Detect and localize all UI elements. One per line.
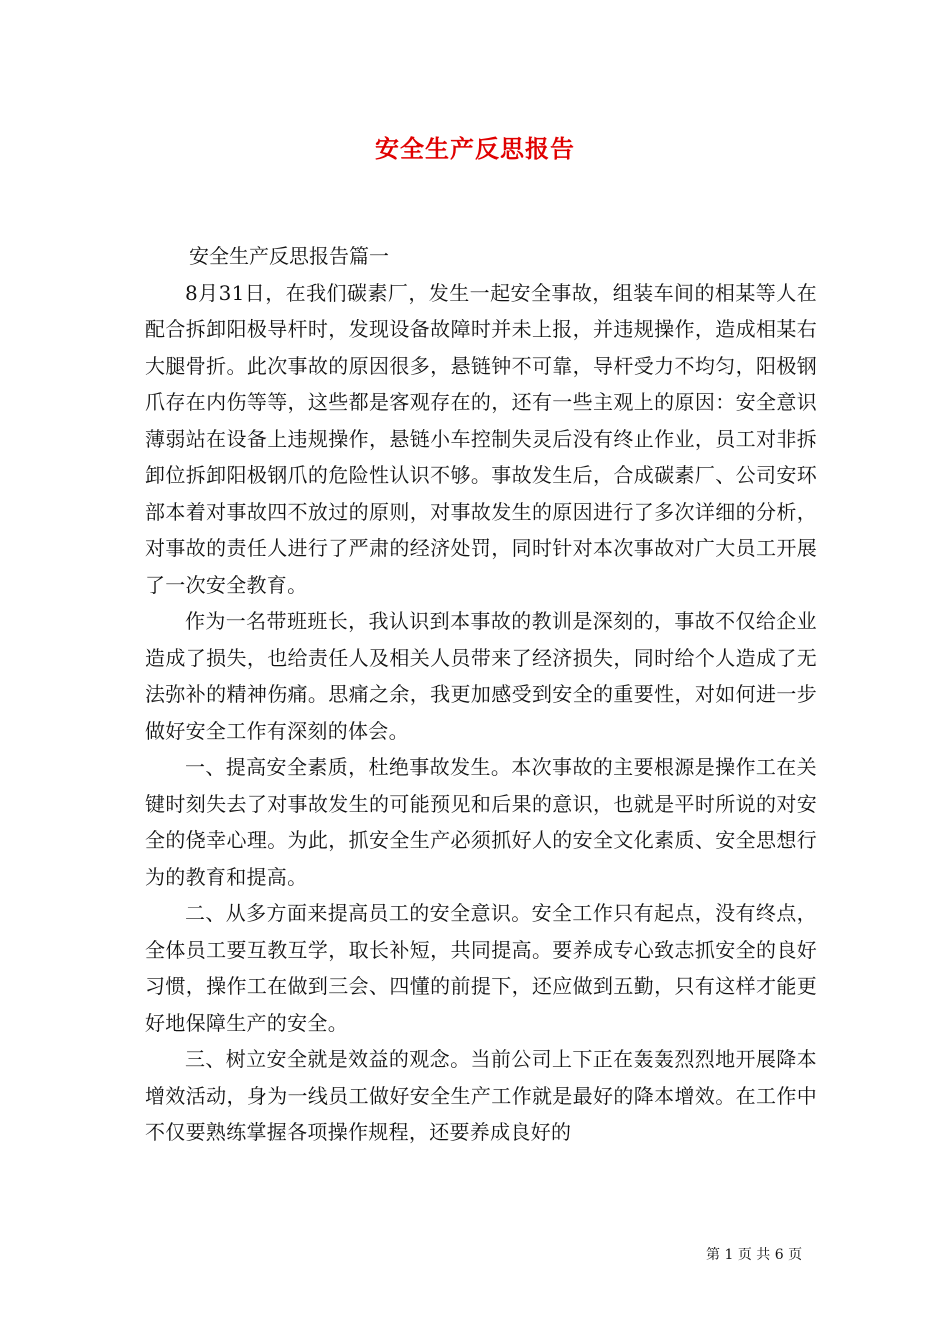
document-body bbox=[145, 238, 817, 1151]
paragraph-5: 三、树立安全就是效益的观念。当前公司上下正在轰轰烈烈地开展降本增效活动，身为一线员工做好安全生产工作就是最好的降本增效。在工作中不仅要熟练掌握各项操作规程，还要养成良好的 bbox=[145, 1047, 817, 1144]
paragraph-4: 二、从多方面来提高员工的安全意识。安全工作只有起点，没有终点，全体员工要互教互学，取长补短，共同提高。要养成专心致志抓安全的良好习惯，操作工在做到三会、四懂的前提下，还应做到五勤，只有这样才能更好地保障生产的安全。 bbox=[145, 901, 817, 1035]
document-title: 安全生产反思报告 bbox=[375, 134, 575, 163]
footer-suffix: 页 bbox=[788, 1247, 803, 1263]
footer-current-page: 1 bbox=[724, 1247, 734, 1263]
footer-prefix: 第 bbox=[706, 1247, 720, 1263]
page-footer bbox=[706, 1245, 802, 1265]
paragraph-3: 一、提高安全素质，杜绝事故发生。本次事故的主要根源是操作工在关键时刻失去了对事故发生的可能预见和后果的意识，也就是平时所说的对安全的侥幸心理。为此，抓安全生产必须抓好人的安全文化素质、安全思想行为的教育和提高。 bbox=[145, 755, 817, 889]
footer-middle: 页 共 bbox=[737, 1247, 771, 1263]
section-subtitle: 安全生产反思报告篇一 bbox=[189, 244, 389, 268]
paragraph-1: 8月31日，在我们碳素厂，发生一起安全事故，组装车间的相某等人在配合拆卸阳极导杆时，发现设备故障时并未上报，并违规操作，造成相某右大腿骨折。此次事故的原因很多，悬链钟不可靠，导杆受力不均匀，阳极钢爪存在内伤等等，这些都是客观存在的，还有一些主观上的原因：安全意识薄弱站在设备上违规操作，悬链小车控制失灵后没有终止作业，员工对非拆卸位拆卸阳极钢爪的危险性认识不够。事故发生后，合成碳素厂、公司安环部本着对事故四不放过的原则，对事故发生的原因进行了多次详细的分析，对事故的责任人进行了严肃的经济处罚，同时针对本次事故对广大员工开展了一次安全教育。 bbox=[145, 280, 817, 597]
paragraph-2: 作为一名带班班长，我认识到本事故的教训是深刻的，事故不仅给企业造成了损失，也给责任人及相关人员带来了经济损失，同时给个人造成了无法弥补的精神伤痛。思痛之余，我更加感受到安全的重要性，对如何进一步做好安全工作有深刻的体会。 bbox=[145, 609, 817, 743]
footer-total-pages: 6 bbox=[774, 1247, 784, 1263]
